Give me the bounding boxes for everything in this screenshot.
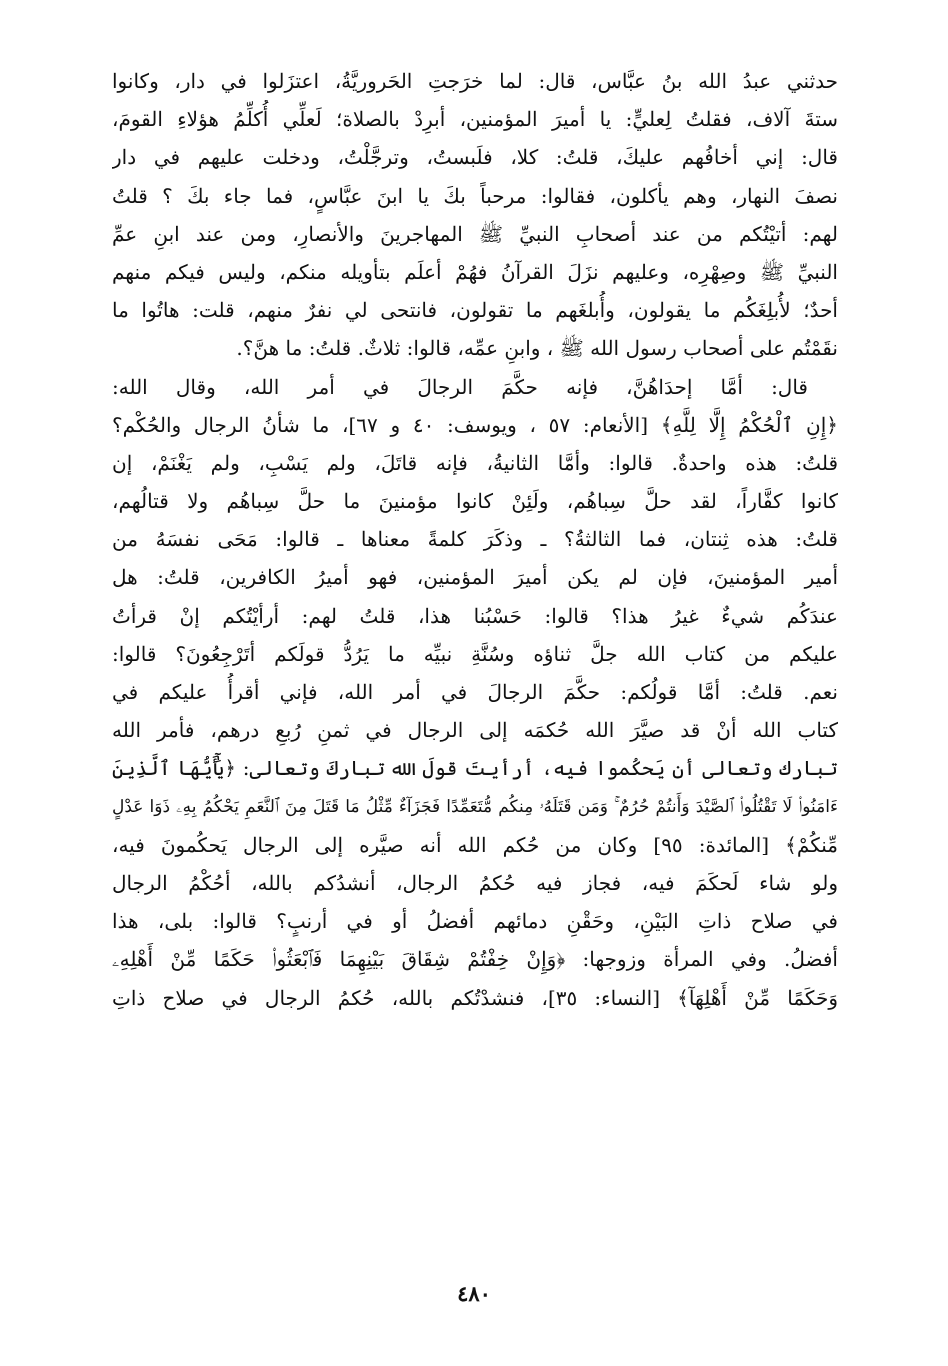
text-line: أمير المؤمنينَ، فإن لم يكن أميرَ المؤمنين، فهو أميرُ الكافرين، قلتُ: هل <box>112 565 838 590</box>
text-line: ءَامَنُوا۟ لَا تَقْتُلُوا۟ ٱلصَّيْدَ وَأَنتُمْ حُرُمٌ ۚ وَمَن قَتَلَهُۥ مِنكُم مُّتَعَمِّدًا فَجَزَآءٌ مِّثْلُ مَا قَتَلَ مِنَ ٱلنَّعَمِ يَحْكُمُ بِهِۦ ذَوَا عَدْلٍ <box>112 796 838 817</box>
text-line: نصفَ النهار، وهم يأكلون، فقالوا: مرحباً بكَ يا ابنَ عبَّاسٍ، فما جاء بكَ ؟ قلتُ <box>112 183 838 208</box>
text-line: تبارك وتعالى أن يَحكُموا فيه، أرأيتَ قولَ الله تباركَ وتعالى: ﴿يَٰٓأَيُّهَا ٱلَّذِينَ <box>112 756 838 781</box>
text-line: وَحَكَمًا مِّنْ أَهْلِهَآ﴾ [النساء: ٣٥]، فنشدْتُكم بالله، حُكمُ الرجال في صلاح ذاتِ <box>112 985 838 1010</box>
text-line: في صلاح ذاتِ البَيْنِ، وحَقْنِ دمائهم أفضلُ أو في أرنبٍ؟ قالوا: بلى، هذا <box>112 909 838 934</box>
text-line: قلتُ: هذه واحدةٌ. قالوا: وأمَّا الثانيةُ، فإنه قاتَلَ، ولم يَسْبِ، ولم يَغْنَمْ، إن <box>112 450 838 475</box>
text-line: حدثني عبدُ الله بنُ عبَّاس، قال: لما خرَجتِ الحَروريَّةُ، اعتزَلوا في دار، وكانوا <box>112 69 838 93</box>
text-line: ﴿إِنِ ٱلْحُكْمُ إِلَّا لِلَّهِ﴾ [الأنعام: ٥٧ ، ويوسف: ٤٠ و ٦٧]، ما شأنُ الرجال والحُكْم؟ <box>112 412 838 437</box>
text-line: عليكم من كتاب الله جلَّ ثناؤه وسُنَّةِ نبيِّه ما يَرُدُّ قولَكم أتَرْجِعُونَ؟ قالوا: <box>112 641 838 666</box>
text-line: قلتُ: هذه ثِنتان، فما الثالثةُ؟ ـ وذكَرَ كلمةً معناها ـ قالوا: مَحَى نفسَهُ من <box>112 527 838 552</box>
text-line: قال: إني أخافُهم عليكَ، قلتُ: كلا، فلَبستُ، وترجَّلْتُ، ودخلت عليهم في دار <box>112 145 838 170</box>
text-line: كانوا كفَّاراً، لقد حلَّ سِباهُم، ولَئِنْ كانوا مؤمنينَ ما حلَّ سِباهُم ولا قتالُهم، <box>112 489 838 514</box>
text-line: أفضلُ. وفي المرأة وزوجها: ﴿وَإِنْ خِفْتُمْ شِقَاقَ بَيْنِهِمَا فَٱبْعَثُوا۟ حَكَمًا مِّنْ أَهْلِهِۦ <box>112 947 838 972</box>
text-line: نقَمْتُم على أصحاب رسول الله ﷺ ، وابنِ عمِّه، قالوا: ثلاثٌ. قلتُ: ما هنَّ؟. <box>236 336 838 361</box>
text-line: كتاب الله أنْ قد صيَّرَ الله حُكمَه إلى الرجال في ثمنِ رُبعِ درهم، فأمر الله <box>112 718 838 743</box>
text-line: أحدٌ؛ لأُبلِغَكُم ما يقولون، وأُبلغَهم ما تقولون، فانتحى لي نفرٌ منهم، قلت: هاتُوا ما <box>112 298 838 323</box>
page-number: ٤٨٠ <box>457 1281 491 1306</box>
text-line: مِّنكُمْ﴾ [المائدة: ٩٥] وكان من حُكم الله أنه صيَّره إلى الرجال يَحكُمونَ فيه، <box>112 832 838 857</box>
text-line: نعم. قلتُ: أمَّا قولُكم: حكَّمَ الرجالَ في أمر الله، فإني أقرأُ عليكم في <box>112 680 838 704</box>
text-line: لهم: أتيْتُكم من عند أصحابِ النبيِّ ﷺ المهاجرينَ والأنصارِ، ومن عند ابنِ عمِّ <box>112 221 838 246</box>
text-line: قال: أمَّا إحدَاهُنَّ، فإنه حكَّمَ الرجالَ في أمر الله، وقال الله: <box>112 374 808 399</box>
text-line: عندَكُم شيءٌ غيرُ هذا؟ قالوا: حَسْبُنا هذا، قلتُ لهم: أرأيْتُكم إنْ قرأتُ <box>112 603 838 628</box>
text-line: ستةَ آلاف، فقلتُ لِعليٍّ: يا أميرَ المؤمنين، أبرِدْ بالصلاة؛ لَعلِّي أُكلِّمُ هؤلاءِ القومَ، <box>112 107 838 132</box>
text-line: ولو شاء لَحكَمَ فيه، فجاز فيه حُكمُ الرجال، أنشدُكم بالله، أحُكْمُ الرجال <box>112 870 838 895</box>
document-text-block <box>112 62 838 1017</box>
text-line: النبيِّ ﷺ وصِهْرِه، وعليهم نزَلَ القرآنُ فهُمْ أعلَم بتأويله منكم، وليس فيكم منهم <box>112 259 838 284</box>
